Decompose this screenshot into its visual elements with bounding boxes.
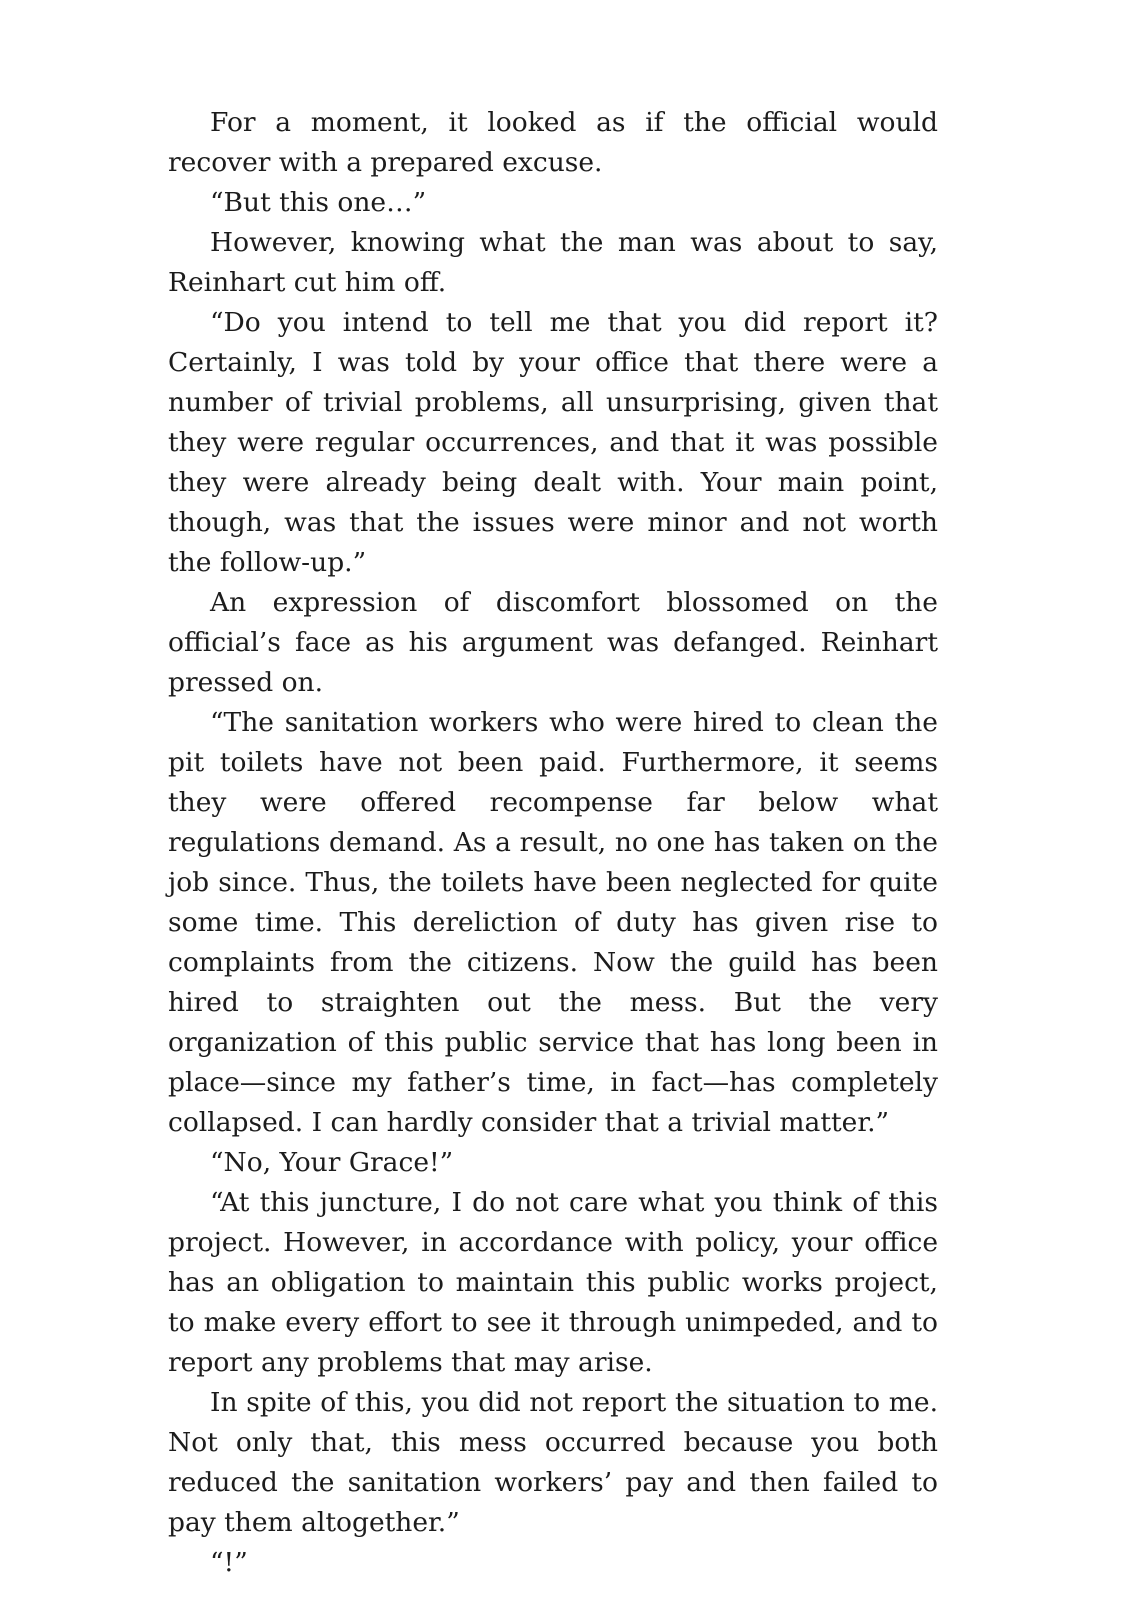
paragraph-5: An expression of discomfort blossomed on the official’s face as his argument was defanged. Reinhart pressed on. bbox=[168, 587, 938, 698]
paragraph-3: However, knowing what the man was about to say, Reinhart cut him off. bbox=[168, 227, 938, 298]
paragraph-7: “No, Your Grace!” bbox=[210, 1147, 454, 1178]
page-text bbox=[168, 103, 938, 1583]
paragraph-9: In spite of this, you did not report the situation to me. Not only that, this mess occurred because you both reduced the sanitation workers’ pay and then failed to pay them altogether.” bbox=[168, 1387, 938, 1538]
paragraph-6: “The sanitation workers who were hired to clean the pit toilets have not been paid. Furthermore, it seems they were offered recompense far below what regulations demand. As a result, no one has taken on the job since. Thus, the toilets have been neglected for quite some time. This dereliction of duty has given rise to complaints from the citizens. Now the guild has been hired to straighten out the mess. But the very organization of this public service that has long been in place—since my father’s time, in fact—has completely collapsed. I can hardly consider that a trivial matter.” bbox=[168, 707, 938, 1138]
paragraph-1: For a moment, it looked as if the official would recover with a prepared excuse. bbox=[168, 107, 938, 178]
paragraph-4: “Do you intend to tell me that you did report it? Certainly, I was told by your office that there were a number of trivial problems, all unsurprising, given that they were regular occurrences, and that it was possible they were already being dealt with. Your main point, though, was that the issues were minor and not worth the follow-up.” bbox=[168, 307, 938, 578]
paragraph-8: “At this juncture, I do not care what you think of this project. However, in accordance with policy, your office has an obligation to maintain this public works project, to make every effort to see it through unimpeded, and to report any problems that may arise. bbox=[168, 1187, 938, 1378]
paragraph-2: “But this one…” bbox=[210, 187, 427, 218]
paragraph-10: “!” bbox=[210, 1547, 248, 1578]
